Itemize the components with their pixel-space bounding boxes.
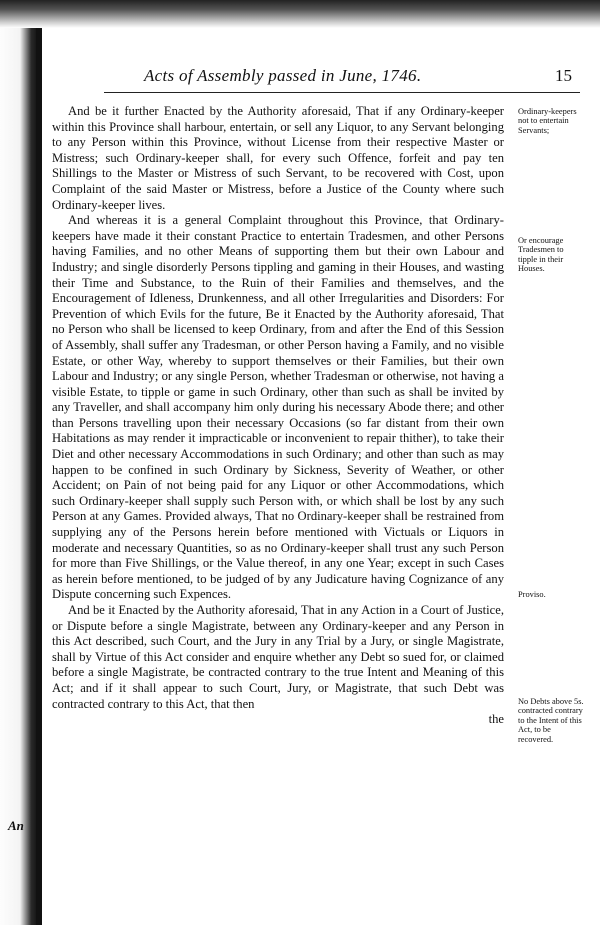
- binding-shadow: [0, 0, 40, 925]
- page-number: 15: [555, 66, 572, 85]
- paragraph-debts: And be it Enacted by the Authority aforesaid, That in any Action in a Court of Justice, or Dispute before a single Magistrate, between any Ordinary-keeper and any Person in this Act described, such Court, and the Jury in any Trial by a Jury, or single Magistrate, shall by Virtue of this Act consider and enquire whether any Debt so sued for, or claimed before a single Magistrate, be contracted contrary to the true Intent and Meaning of this Act; and if it shall appear to such Court, Jury, or Magistrate, that such Debt was contracted contrary to this Act, that then: [52, 603, 504, 711]
- header-rule: [104, 92, 580, 93]
- body-text: [52, 104, 504, 728]
- catchword: the: [488, 712, 504, 727]
- top-shadow: [0, 0, 600, 28]
- margin-note-tradesmen: Or encourage Tradesmen to tipple in their Houses.: [518, 236, 564, 274]
- paragraph-servants: And be it further Enacted by the Authority aforesaid, That if any Ordinary-keeper within this Province shall harbour, entertain, or sell any Liquor, to any Servant belonging to any Person within this Province, without License from their respective Master or Mistress; such Ordinary-keeper shall, for every such Offence, forfeit and pay ten Shillings to the Master or Mistress of such Servant, to be recovered with Cost, upon Complaint of the said Master or Mistress, before a Justice of the County where such Ordinary-keeper lives.: [52, 104, 504, 212]
- previous-page-catchword: An: [8, 818, 24, 833]
- page-header: [60, 56, 580, 94]
- running-title: Acts of Assembly passed in June, 1746.: [144, 66, 422, 85]
- margin-note-servants: Ordinary-keepers not to entertain Servants;: [518, 107, 577, 135]
- paragraph-tradesmen: And whereas it is a general Complaint throughout this Province, that Ordinary-keepers have made it their constant Practice to entertain Tradesmen, and other Persons having Families, and no other Means of supporting them but their own Labour and Industry; and single disorderly Persons tippling and gaming in their Houses, and wasting their Time and Substance, to the Ruin of their Families and themselves, and the Encouragement of Idleness, Drunkenness, and all other Irregularities and Disorders: For Prevention of which Evils for the future, Be it Enacted by the Authority aforesaid, That no Person who shall be licensed to keep Ordinary, from and after the End of this Session of Assembly, shall suffer any Tradesman, or other Person having a Family, and no visible Estate, or other Way, whereby to support themselves or their Families, but their own Labour and Industry; or any single Person, whether Tradesman or otherwise, not having a visible Estate, to tipple or game in such Ordinary, other than such as shall be invited by any Traveller, and shall accompany him only during his necessary Abode there; and other than Persons travelling upon their necessary Occasions (so far distant from their own Habitations as may render it impracticable or inconvenient to repair thither), to take their Diet and other necessary Accommodations in such Ordinary; and other than such as may happen to be confined in such Ordinary by Sickness, Severity of Weather, or other Accident; on Pain of not being paid for any Liquor or other Accommodations, which such Ordinary-keeper shall supply such Person with, or which shall be lost by any such Person at any Games. Provided always, That no Ordinary-keeper shall be restrained from supplying any of the Persons herein before mentioned with Victuals or Liquors in moderate and necessary Quantities, so as no Ordinary-keeper shall trust any such Person for more than Five Shillings, or the Value thereof, in any one Year; except in such Cases as herein before mentioned, to be judged of by any Judicature having Cognizance of any Dispute concerning such Expences.: [52, 213, 504, 602]
- margin-note-proviso: Proviso.: [518, 590, 546, 599]
- margin-note-debts: No Debts above 5s. contracted contrary to the Intent of this Act, to be recovered.: [518, 697, 584, 744]
- gutter-edge: [36, 20, 42, 925]
